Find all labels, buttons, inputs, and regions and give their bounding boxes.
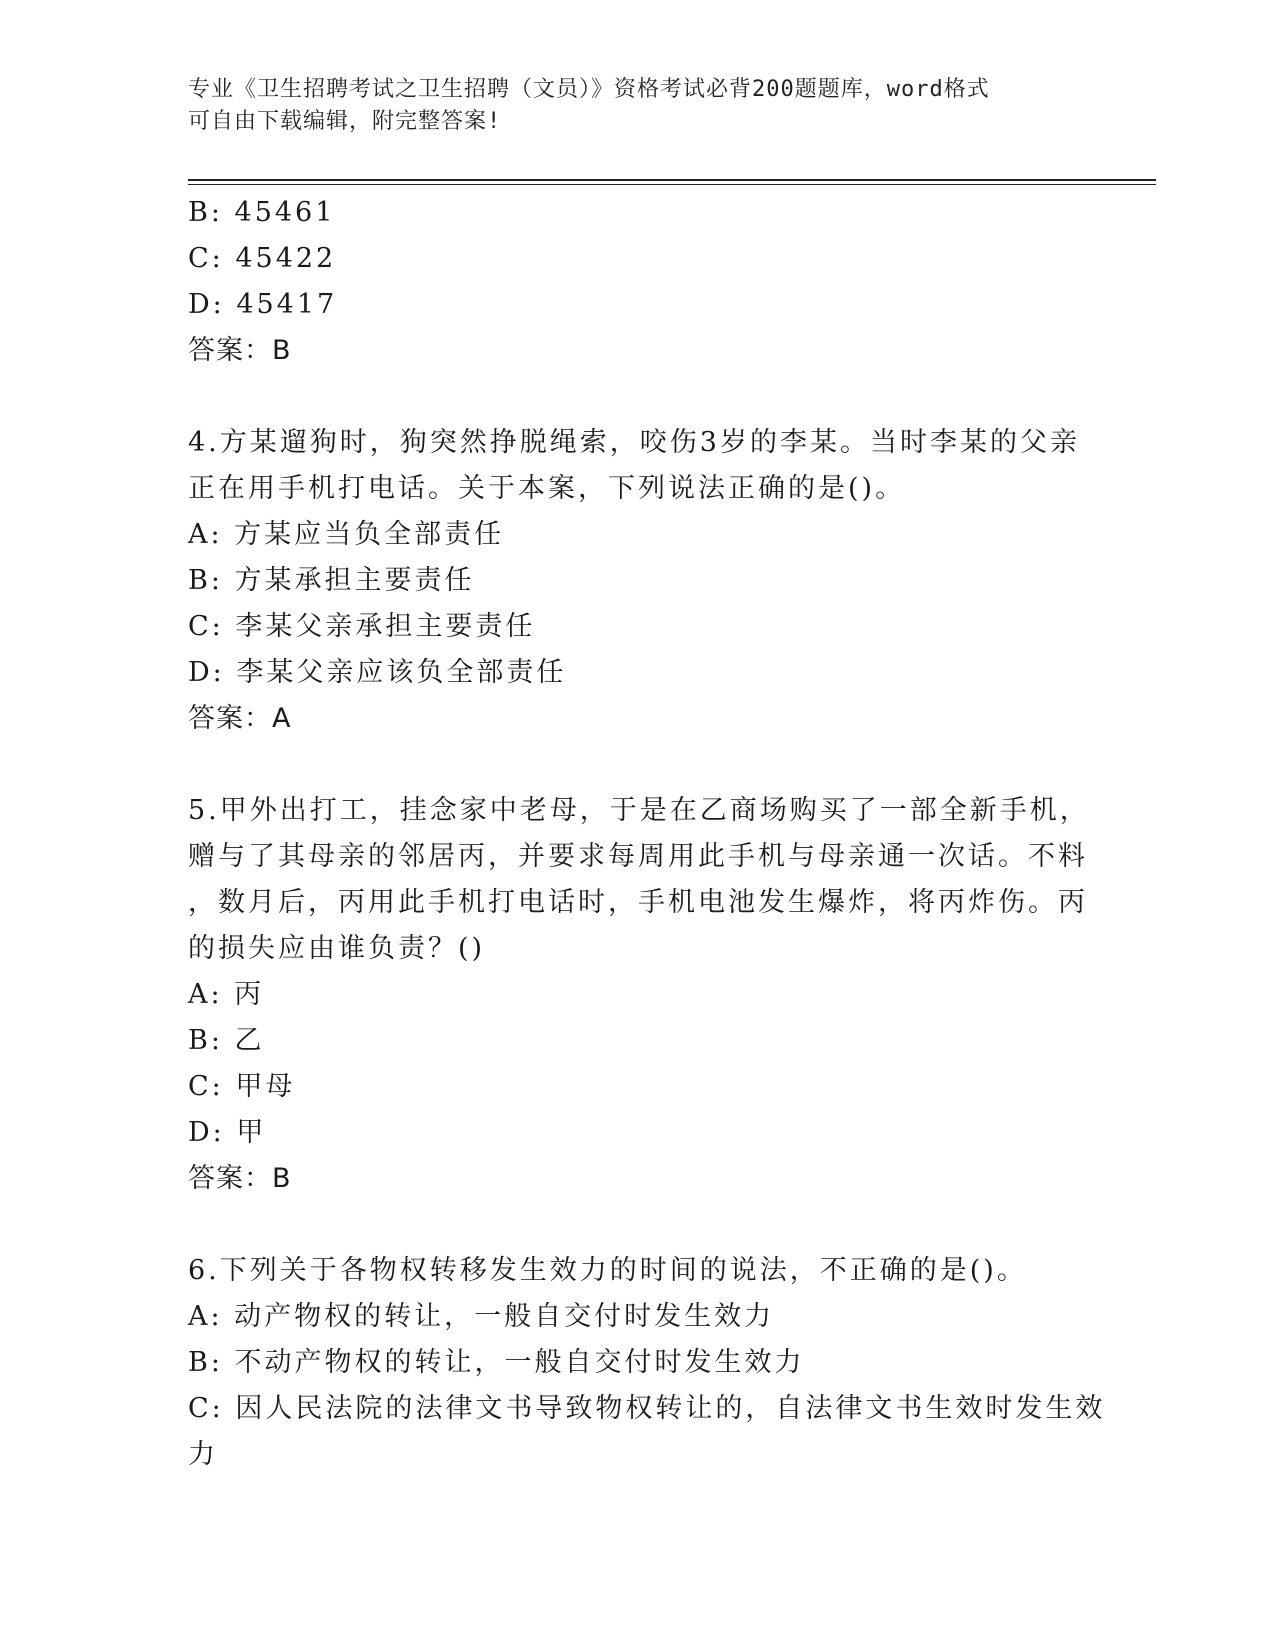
question-5-text-line-4: 的损失应由谁负责？(): [188, 933, 486, 964]
question-3: [188, 190, 1088, 374]
question-5-option-a: A: 丙: [188, 979, 265, 1010]
question-4-text-line-2: 正在用手机打电话。关于本案，下列说法正确的是()。: [188, 473, 906, 504]
question-6-option-c-line-1: C: 因人民法院的法律文书导致物权转让的，自法律文书生效时发生效: [188, 1393, 1106, 1424]
question-4-option-a: A: 方某应当负全部责任: [188, 519, 505, 550]
question-3-answer: 答案：B: [188, 335, 292, 366]
header-divider-thin: [188, 184, 1156, 185]
question-5-text-line-2: 赠与了其母亲的邻居丙，并要求每周用此手机与母亲通一次话。不料: [188, 841, 1088, 872]
question-4-text-line-1: 4.方某遛狗时，狗突然挣脱绳索，咬伤3岁的李某。当时李某的父亲: [188, 427, 1080, 458]
question-5-text-line-1: 5.甲外出打工，挂念家中老母，于是在乙商场购买了一部全新手机，: [188, 795, 1090, 826]
question-5-option-c: C: 甲母: [188, 1071, 296, 1102]
question-4-option-c: C: 李某父亲承担主要责任: [188, 611, 536, 642]
question-3-option-b: B: 45461: [188, 197, 336, 228]
question-6-text-line-1: 6.下列关于各物权转移发生效力的时间的说法，不正确的是()。: [188, 1255, 1027, 1286]
question-5-answer: 答案：B: [188, 1163, 292, 1194]
question-6-option-a: A: 动产物权的转让，一般自交付时发生效力: [188, 1301, 775, 1332]
question-4-option-d: D: 李某父亲应该负全部责任: [188, 657, 567, 688]
question-5-option-b: B: 乙: [188, 1025, 265, 1056]
question-3-option-c: C: 45422: [188, 243, 337, 274]
exam-content: [188, 190, 1106, 1478]
spacer: [188, 742, 1088, 788]
question-3-option-d: D: 45417: [188, 289, 338, 320]
header-title-line-2: 可自由下载编辑，附完整答案!: [188, 109, 502, 134]
spacer: [188, 1202, 1088, 1248]
spacer: [188, 374, 1088, 420]
question-5-option-d: D: 甲: [188, 1117, 267, 1148]
page-header: [188, 74, 1068, 138]
question-6-option-b: B: 不动产物权的转让，一般自交付时发生效力: [188, 1347, 805, 1378]
question-4-answer: 答案：A: [188, 703, 292, 734]
question-5-text-line-3: ，数月后，丙用此手机打电话时，手机电池发生爆炸，将丙炸伤。丙: [188, 887, 1088, 918]
question-6: [188, 1248, 1106, 1478]
header-title-line-1: 专业《卫生招聘考试之卫生招聘（文员）》资格考试必背200题题库，word格式: [188, 77, 990, 102]
question-6-option-c-line-2: 力: [188, 1439, 218, 1470]
header-divider-thick: [188, 179, 1156, 181]
question-5: [188, 788, 1088, 1202]
question-4: [188, 420, 1088, 742]
question-4-option-b: B: 方某承担主要责任: [188, 565, 475, 596]
